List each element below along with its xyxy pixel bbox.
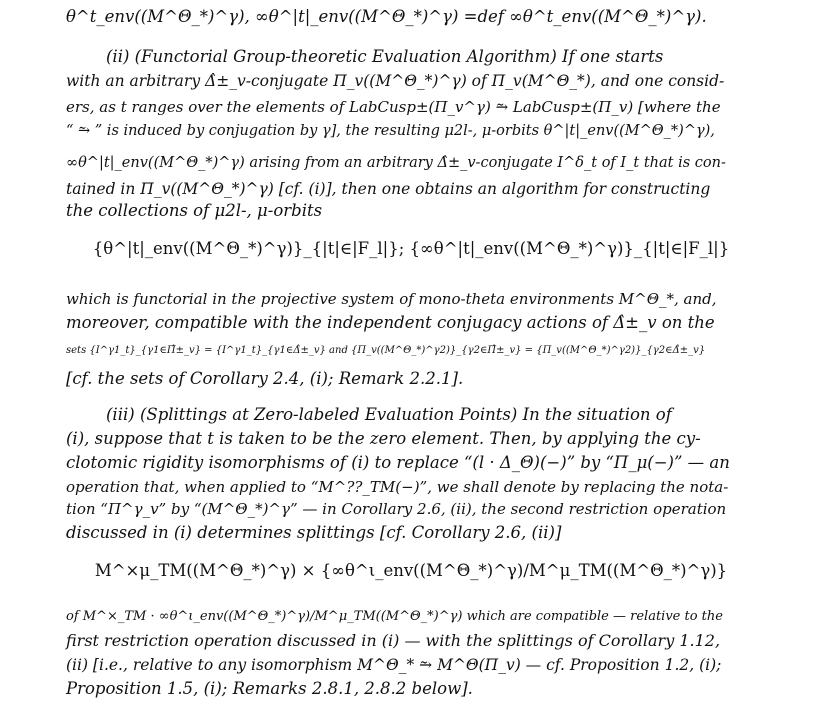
text-line: (i), suppose that t is taken to be the zero element. Then, by applying the cy- [66,429,701,448]
text-line: of M^×_TM · ∞θ^ι_env((M^Θ_*)^γ)/M^μ_TM((M^Θ_*)^γ) which are compatible — relative to the [66,609,723,624]
text-line: Proposition 1.5, (i); Remarks 2.8.1, 2.8.2 below]. [66,679,473,698]
text-line: (ii) [i.e., relative to any isomorphism M^Θ_* ⥲ M^Θ(Π_v) — cf. Proposition 1.2, (i); [66,656,722,674]
text-line: (iii) (Splittings at Zero-labeled Evaluation Points) In the situation of [106,405,672,424]
text-line: sets {I^γ1_t}_{γ1∈Π̂±_v} = {I^γ1_t}_{γ1∈Δ̂±_v} and {Π_v((M^Θ_*)^γ2)}_{γ2∈Π̂±_v} = {Π_v((M^Θ_*)^γ2)}_{γ2∈Δ̂±_v} [66,345,706,356]
text-line: tion “Π^γ_v” by “(M^Θ_*)^γ” — in Corollary 2.6, (ii), the second restriction operation [66,500,727,518]
text-line: discussed in (i) determines splittings [cf. Corollary 2.6, (ii)] [66,523,562,542]
text-line: (ii) (Functorial Group-theoretic Evaluation Algorithm) If one starts [106,47,664,66]
text-line: with an arbitrary Δ̂±_v-conjugate Π_v((M^Θ_*)^γ) of Π_v(M^Θ_*), and one consid- [66,72,725,90]
text-line: first restriction operation discussed in (i) — with the splittings of Corollary 1.12, [66,631,721,650]
text-line: the collections of μ2l-, μ-orbits [66,201,323,220]
text-line: “ ⥲ ” is induced by conjugation by γ], the resulting μ2l-, μ-orbits θ^|t|_env((M^Θ_*)^γ), [66,123,715,139]
text-line: ∞θ^|t|_env((M^Θ_*)^γ) arising from an arbitrary Δ̂±_v-conjugate I^δ_t of I_t that is con- [66,155,726,171]
text-line: moreover, compatible with the independent conjugacy actions of Δ̂±_v on the [66,313,715,332]
text-line: ers, as t ranges over the elements of LabCusp±(Π_v^γ) ⥲ LabCusp±(Π_v) [where the [66,98,721,116]
text-line: [cf. the sets of Corollary 2.4, (i); Remark 2.2.1]. [66,369,464,388]
display-equation: M^×μ_TM((M^Θ_*)^γ) × {∞θ^ι_env((M^Θ_*)^γ)/M^μ_TM((M^Θ_*)^γ)} [94,561,728,580]
text-line: operation that, when applied to “M^??_TM(−)”, we shall denote by replacing the nota- [66,478,729,496]
text-line: tained in Π_v((M^Θ_*)^γ) [cf. (i)], then one obtains an algorithm for constructing [66,180,711,198]
text-line: θ^t_env((M^Θ_*)^γ), ∞θ^|t|_env((M^Θ_*)^γ) =def ∞θ^t_env((M^Θ_*)^γ). [66,7,707,26]
text-line: clotomic rigidity isomorphisms of (i) to replace “(l · Δ_Θ)(−)” by “Π_μ(−)” — an [66,453,730,472]
display-equation: {θ^|t|_env((M^Θ_*)^γ)}_{|t|∈|F_l|}; {∞θ^|t|_env((M^Θ_*)^γ)}_{|t|∈|F_l|} [92,239,730,258]
text-line: which is functorial in the projective system of mono-theta environments M^Θ_*, and, [66,290,717,308]
